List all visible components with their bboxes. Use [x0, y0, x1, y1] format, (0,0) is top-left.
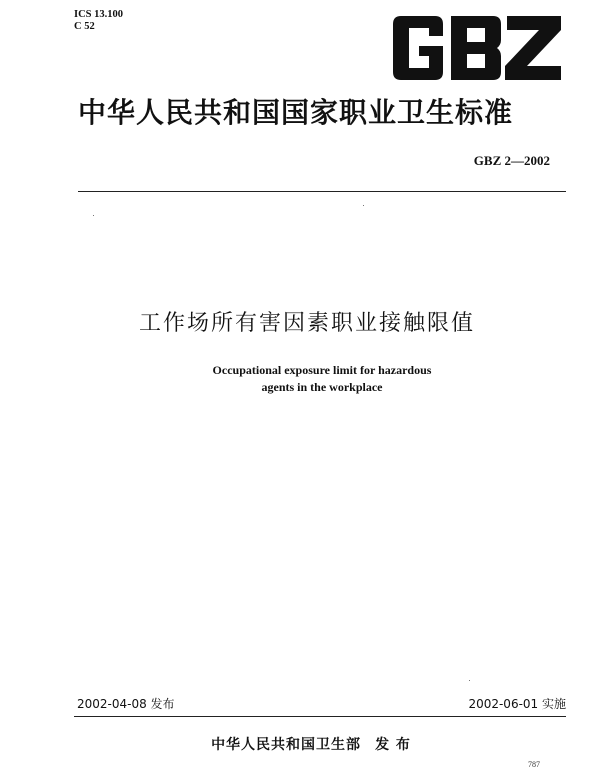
- classification-codes: [74, 9, 123, 33]
- publisher: [0, 736, 600, 754]
- title-en-line-2: agents in the workplace: [261, 380, 383, 394]
- scan-speck: [363, 205, 364, 206]
- org-title: 中华人民共和国国家职业卫生标准: [78, 96, 514, 129]
- publisher-action: 发 布: [375, 737, 411, 753]
- standard-number: GBZ 2—2002: [473, 153, 550, 168]
- scan-speck: [469, 680, 470, 681]
- ics-code: ICS 13.100: [74, 9, 124, 20]
- issue-date: 2002-04-08 发布: [77, 697, 175, 711]
- publisher-name: 中华人民共和国卫生部: [211, 737, 362, 753]
- page-number: 787: [528, 760, 540, 769]
- title-en-line-1: Occupational exposure limit for hazardous: [212, 363, 432, 377]
- effective-date: 2002-06-01 实施: [468, 697, 566, 711]
- document-title-cn: 工作场所有害因素职业接触限值: [138, 311, 475, 336]
- header-divider: [78, 191, 566, 192]
- ccs-code: C 52: [74, 21, 95, 32]
- footer-divider: [74, 716, 566, 717]
- gbz-logo: [389, 14, 565, 82]
- document-title-en: [0, 362, 600, 396]
- scan-speck: [93, 215, 94, 216]
